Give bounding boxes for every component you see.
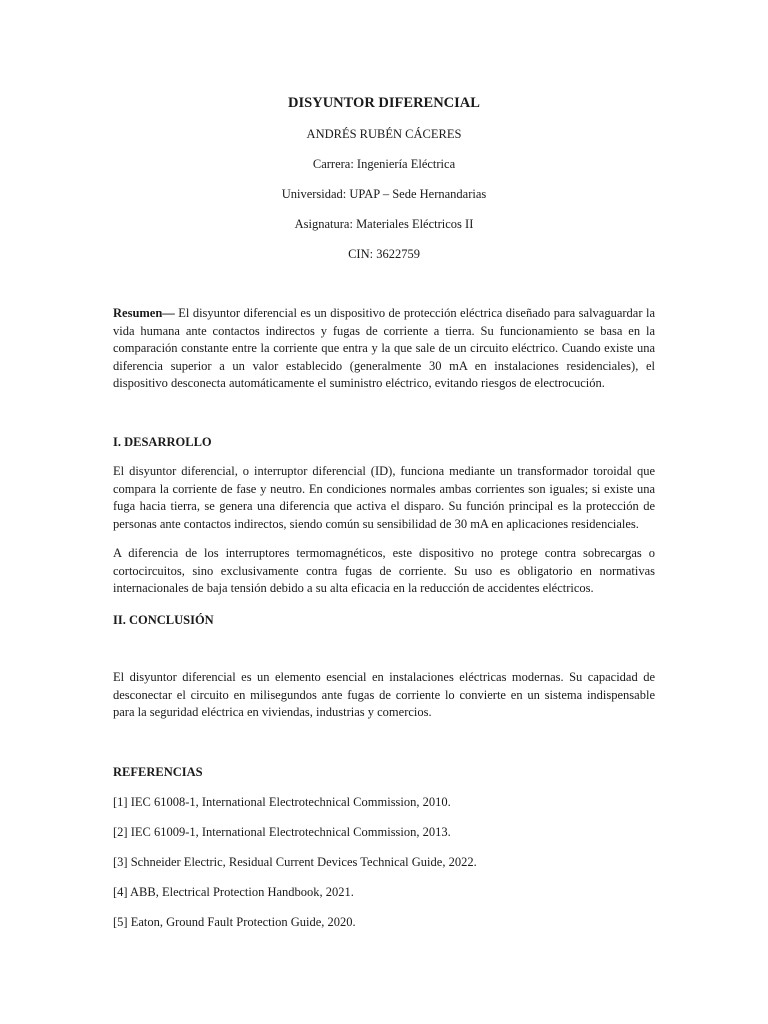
section-heading-desarrollo: I. DESARROLLO [113, 435, 212, 449]
abstract-text: El disyuntor diferencial es un dispositivo de protección eléctrica diseñado para salvaguardar la vida humana ante contactos indirectos y fugas de corriente a tierra. Su funcionamiento se basa en la comparación constante entre la corriente que entra y la que sale de un circuito eléctrico. Cuando existe una diferencia superior a un valor establecido (generalmente 30 mA en instalaciones residenciales), el dispositivo desconecta automáticamente el suministro eléctrico, evitando riesgos de electrocución. [113, 306, 655, 390]
author-name: ANDRÉS RUBÉN CÁCERES [306, 127, 462, 141]
reference-item: [4] ABB, Electrical Protection Handbook, 2021. [113, 885, 354, 899]
desarrollo-paragraph-1: El disyuntor diferencial, o interruptor diferencial (ID), funciona mediante un transformador toroidal que compara la corriente de fase y neutro. En condiciones normales ambas corrientes son iguales; si existe una fuga hacia tierra, se genera una diferencia que activa el disparo. Su función principal es la protección de personas ante contactos indirectos, siendo común su sensibilidad de 30 mA en aplicaciones residenciales. [113, 464, 655, 531]
section-heading-referencias: REFERENCIAS [113, 765, 203, 779]
reference-item: [2] IEC 61009-1, International Electrotechnical Commission, 2013. [113, 825, 451, 839]
cin-line: CIN: 3622759 [348, 247, 420, 261]
abstract-lead: Resumen— [113, 306, 175, 320]
university-line: Universidad: UPAP – Sede Hernandarias [281, 187, 487, 201]
reference-item: [3] Schneider Electric, Residual Current Devices Technical Guide, 2022. [113, 855, 477, 869]
conclusion-paragraph: El disyuntor diferencial es un elemento esencial en instalaciones eléctricas modernas. Su capacidad de desconectar el circuito en milisegundos ante fugas de corriente lo convierte en un sistema indispensable para la seguridad eléctrica en viviendas, industrias y comercios. [113, 670, 655, 719]
document-title: DISYUNTOR DIFERENCIAL [288, 95, 480, 111]
subject-line: Asignatura: Materiales Eléctricos II [294, 217, 474, 231]
abstract-paragraph [113, 305, 655, 393]
section-heading-conclusion: II. CONCLUSIÓN [113, 613, 214, 627]
reference-item: [5] Eaton, Ground Fault Protection Guide, 2020. [113, 915, 356, 929]
reference-item: [1] IEC 61008-1, International Electrotechnical Commission, 2010. [113, 795, 451, 809]
career-line: Carrera: Ingeniería Eléctrica [312, 157, 456, 171]
desarrollo-paragraph-2: A diferencia de los interruptores termomagnéticos, este dispositivo no protege contra sobrecargas o cortocircuitos, sino exclusivamente contra fugas de corriente. Su uso es obligatorio en normativas internacionales de baja tensión debido a su alta eficacia en la reducción de accidentes eléctricos. [113, 546, 655, 595]
